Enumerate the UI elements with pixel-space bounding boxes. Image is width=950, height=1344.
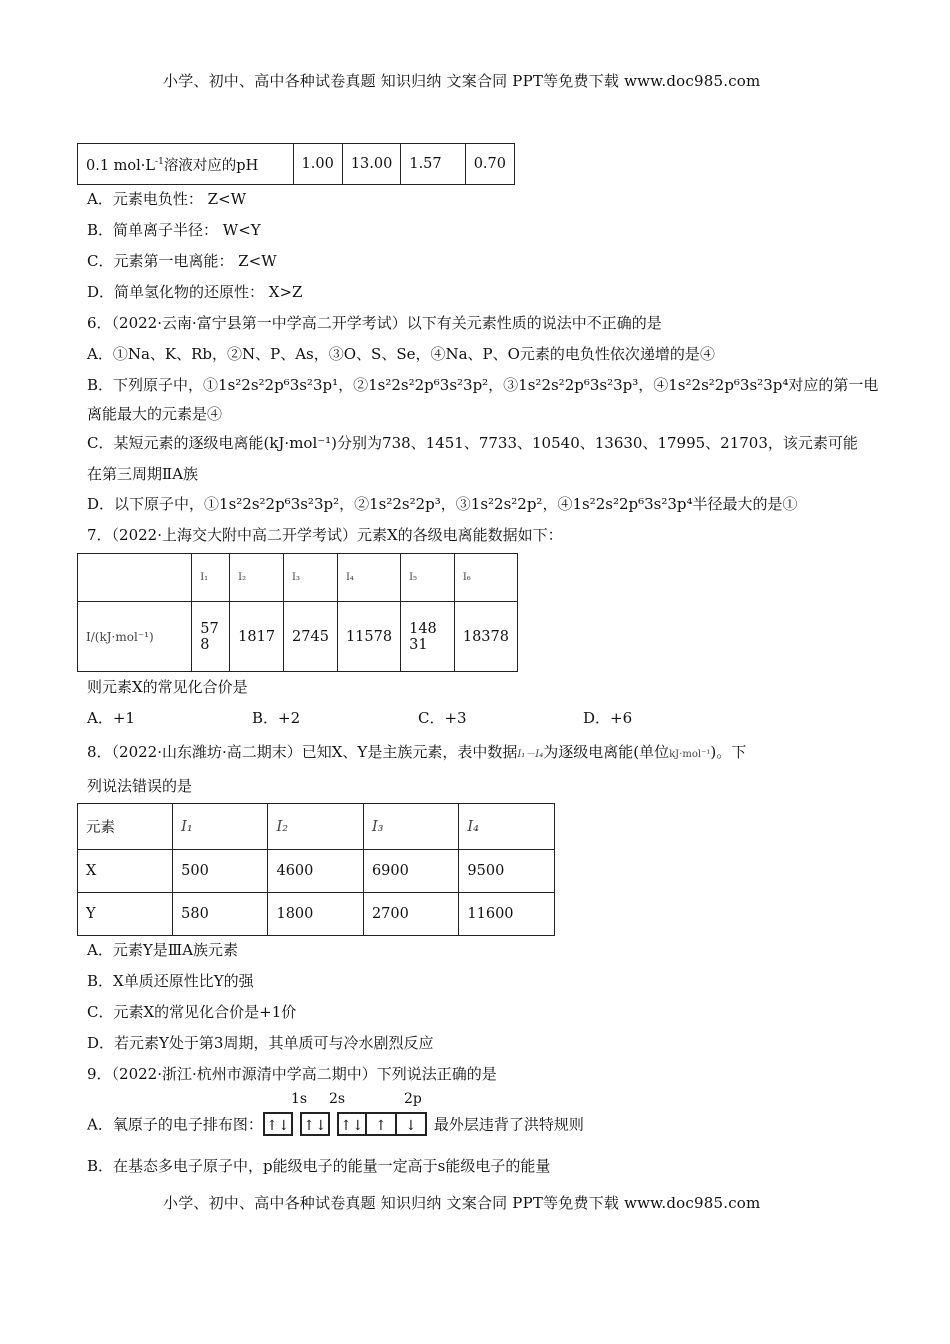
table-cell: 2745	[284, 602, 338, 672]
table-header: I₄	[337, 554, 400, 602]
table-cell: 11600	[459, 893, 555, 936]
ph-row-label	[78, 144, 294, 185]
orbital-label-2s: 2s	[329, 1091, 346, 1107]
orbital-box: ↑↓	[263, 1112, 293, 1136]
table-header: I₂	[230, 554, 284, 602]
ph-label: 0.1 mol·L	[86, 157, 156, 174]
q5-option-d: D．简单氢化物的还原性： X>Z	[87, 283, 303, 301]
table-row-label: I/(kJ·mol⁻¹)	[78, 602, 192, 672]
table-row	[78, 554, 518, 602]
q6-option-c-line1: C．某短元素的逐级电离能(kJ·mol⁻¹)分别为738、1451、7733、10540、13630、17995、21703，该元素可能	[87, 434, 858, 452]
table-cell: 4600	[268, 850, 363, 893]
table-header: I₁	[192, 554, 230, 602]
table-header: I₅	[401, 554, 455, 602]
table-header: I₆	[454, 554, 517, 602]
q9-option-a-pre: A．氧原子的电子排布图：	[87, 1115, 263, 1134]
table-cell: X	[78, 850, 173, 893]
table-header: I₁	[173, 804, 268, 850]
q8-option-b: B．X单质还原性比Y的强	[87, 972, 254, 990]
q9-option-a-post: 最外层违背了洪特规则	[433, 1115, 584, 1134]
table-cell: Y	[78, 893, 173, 936]
table-header: 元素	[78, 804, 173, 850]
table-cell: 1817	[230, 602, 284, 672]
table-cell: 1800	[268, 893, 363, 936]
ph-value: 0.70	[465, 144, 514, 185]
page-header: 小学、初中、高中各种试卷真题 知识归纳 文案合同 PPT等免费下载 www.doc985.com	[163, 72, 761, 90]
q7-question: 则元素X的常见化合价是	[87, 678, 248, 696]
q9-option-a	[87, 1112, 584, 1136]
q5-option-b: B．简单离子半径： W<Y	[87, 221, 261, 239]
ph-value: 13.00	[342, 144, 401, 185]
ph-label-tail: 溶液对应的pH	[163, 157, 259, 174]
q8-stem-text: 8．（2022·山东潍坊·高二期末）已知X、Y是主族元素，表中数据	[87, 743, 518, 761]
table-cell: 500	[173, 850, 268, 893]
q7-option-d: D．+6	[583, 709, 633, 727]
q8-stem-symbol: I₁－I₄	[517, 749, 544, 760]
q9-option-b: B．在基态多电子原子中，p能级电子的能量一定高于s能级电子的能量	[87, 1157, 551, 1175]
table-row	[78, 804, 555, 850]
table-cell: 6900	[363, 850, 458, 893]
q5-option-a: A．元素电负性： Z<W	[87, 190, 247, 208]
table-cell: 578	[192, 602, 230, 672]
table-header: I₃	[284, 554, 338, 602]
q7-stem: 7．（2022·上海交大附中高二开学考试）元素X的各级电离能数据如下：	[87, 526, 563, 544]
table-header: I₂	[268, 804, 363, 850]
q8-stem-text-b: 为逐级电离能(单位	[543, 743, 670, 761]
orbital-box: ↑↓	[300, 1112, 330, 1136]
q6-option-d: D．以下原子中，①1s²2s²2p⁶3s²3p²，②1s²2s²2p³，③1s²2s²2p²，④1s²2s²2p⁶3s²3p⁴半径最大的是①	[87, 495, 798, 513]
ph-value: 1.57	[401, 144, 465, 185]
q7-option-a: A．+1	[87, 709, 135, 727]
orbital-label-1s: 1s	[291, 1091, 308, 1107]
q6-option-a: A．①Na、K、Rb，②N、P、As，③O、S、Se，④Na、P、O元素的电负性依次递增的是④	[87, 345, 715, 363]
orbital-diagram-2p	[337, 1112, 430, 1136]
orbital-box: ↑	[367, 1112, 397, 1136]
table-cell: 18378	[454, 602, 517, 672]
table-row	[78, 144, 515, 185]
q6-option-b-line1: B．下列原子中，①1s²2s²2p⁶3s²3p¹，②1s²2s²2p⁶3s²3p²，③1s²2s²2p⁶3s²3p³，④1s²2s²2p⁶3s²3p⁴对应的第一电	[87, 376, 879, 394]
q8-option-d: D．若元素Y处于第3周期，其单质可与冷水剧烈反应	[87, 1034, 434, 1052]
table-cell: 14831	[401, 602, 455, 672]
orbital-box: ↑↓	[337, 1112, 367, 1136]
ph-value: 1.00	[293, 144, 342, 185]
table-cell: 580	[173, 893, 268, 936]
ph-label-sup: -1	[155, 156, 164, 167]
q6-option-c-line2: 在第三周期ⅡA族	[87, 465, 199, 483]
q8-stem-text-c: )。下	[710, 743, 747, 761]
table-cell: 2700	[363, 893, 458, 936]
q7-option-b: B．+2	[252, 709, 301, 727]
q8-option-c: C．元素X的常见化合价是+1价	[87, 1003, 297, 1021]
table-row	[78, 602, 518, 672]
ionization-table-x	[77, 553, 518, 672]
table-cell-empty	[78, 554, 192, 602]
q5-option-c: C．元素第一电离能： Z<W	[87, 252, 277, 270]
q6-option-b-line2: 离能最大的元素是④	[87, 405, 223, 423]
orbital-diagram-1s	[263, 1112, 296, 1136]
ph-table	[77, 143, 515, 185]
table-header: I₃	[363, 804, 458, 850]
ionization-table-xy	[77, 803, 555, 936]
orbital-box: ↓	[397, 1112, 427, 1136]
orbital-label-2p: 2p	[404, 1091, 422, 1107]
table-cell: 11578	[337, 602, 400, 672]
q6-stem: 6．（2022·云南·富宁县第一中学高二开学考试）以下有关元素性质的说法中不正确的是	[87, 314, 662, 332]
q8-stem-line2: 列说法错误的是	[87, 777, 193, 795]
table-row	[78, 850, 555, 893]
page-footer: 小学、初中、高中各种试卷真题 知识归纳 文案合同 PPT等免费下载 www.doc985.com	[163, 1194, 761, 1212]
table-header: I₄	[459, 804, 555, 850]
table-cell: 9500	[459, 850, 555, 893]
table-row	[78, 893, 555, 936]
q8-stem-line1	[87, 741, 746, 762]
q7-option-c: C．+3	[418, 709, 467, 727]
q8-stem-unit: kJ·mol⁻¹	[669, 749, 711, 760]
q8-option-a: A．元素Y是ⅢA族元素	[87, 941, 239, 959]
orbital-diagram-2s	[300, 1112, 333, 1136]
q9-stem: 9．（2022·浙江·杭州市源清中学高二期中）下列说法正确的是	[87, 1065, 497, 1083]
